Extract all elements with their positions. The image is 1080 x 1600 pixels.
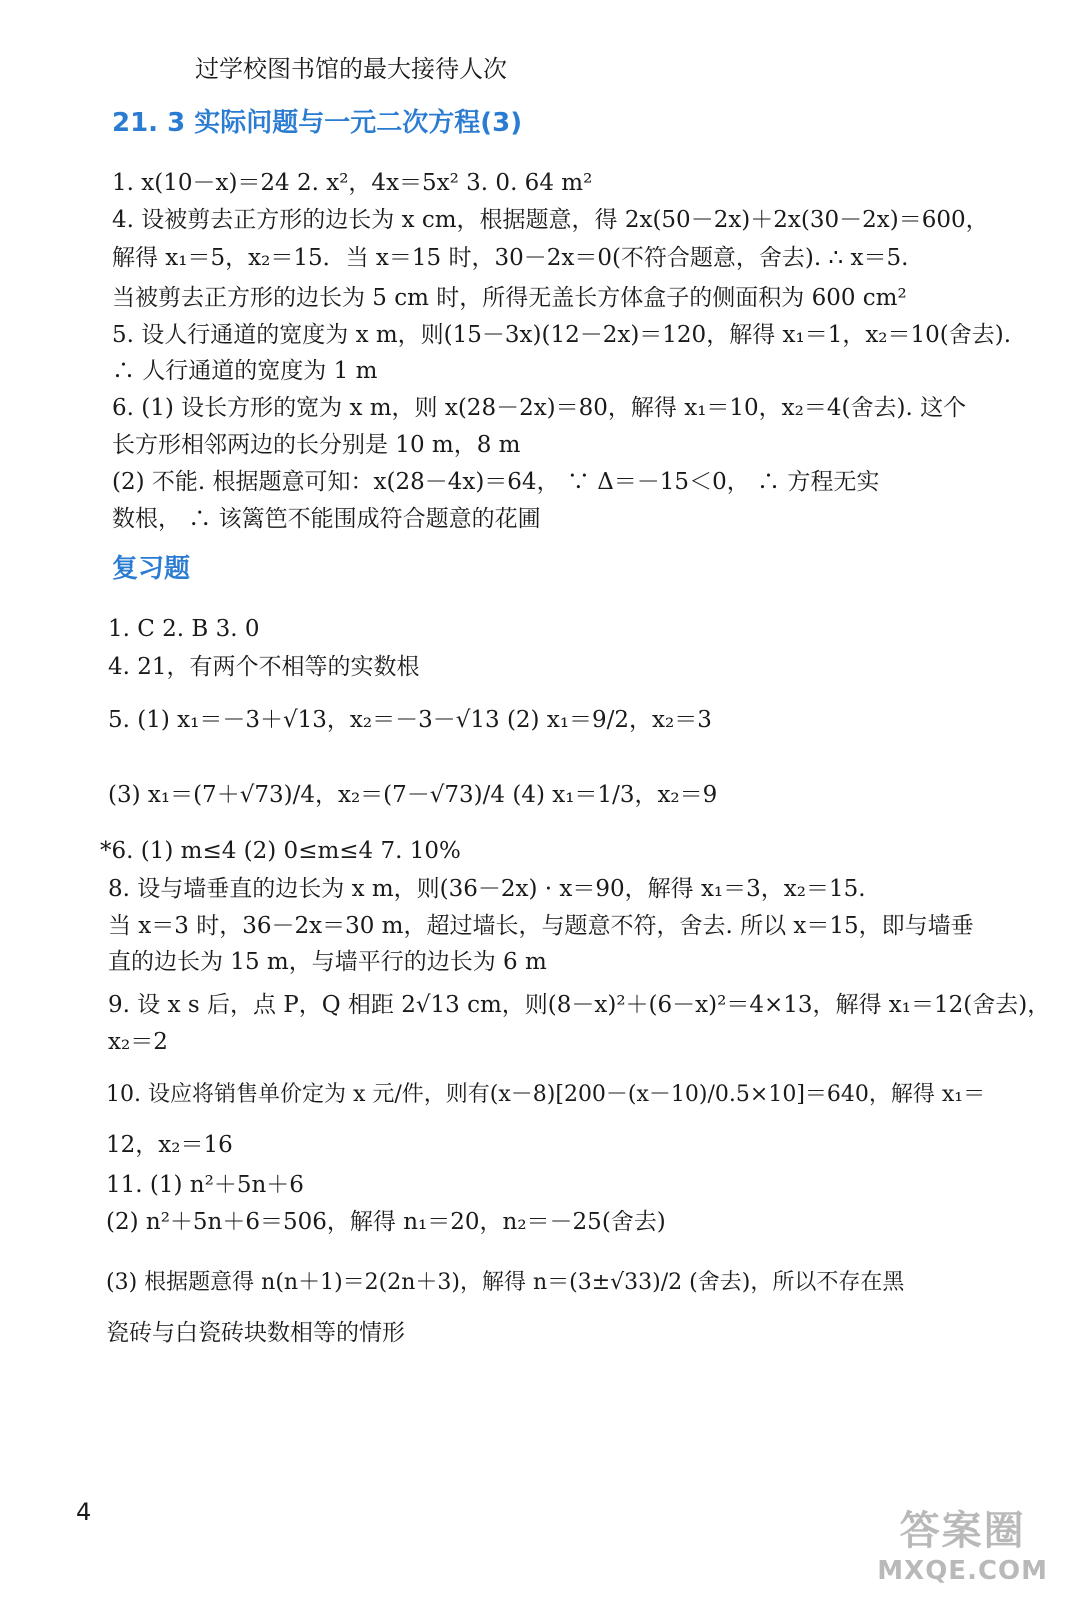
answer-line: 数根， ∴ 该篱笆不能围成符合题意的花圃 bbox=[112, 506, 541, 532]
answer-line: 4. 设被剪去正方形的边长为 x cm，根据题意，得 2x(50－2x)＋2x(30－2x)＝600， bbox=[112, 207, 989, 233]
answer-line: (3) x₁＝(7＋√73)/4，x₂＝(7－√73)/4 (4) x₁＝1/3，x₂＝9 bbox=[108, 782, 718, 808]
answer-line: 1. C 2. B 3. 0 bbox=[108, 616, 260, 642]
answer-line: 当 x＝3 时，36－2x＝30 m，超过墙长，与题意不符，舍去. 所以 x＝15，即与墙垂 bbox=[108, 913, 974, 939]
answer-line: 直的边长为 15 m，与墙平行的边长为 6 m bbox=[108, 949, 547, 975]
page-number: 4 bbox=[76, 1498, 92, 1526]
answer-line: ∴ 人行通道的宽度为 1 m bbox=[112, 358, 378, 384]
answer-line: 11. (1) n²＋5n＋6 bbox=[106, 1172, 304, 1198]
answer-line: (3) 根据题意得 n(n＋1)＝2(2n＋3)，解得 n＝(3±√33)/2 (舍去)，所以不存在黑 bbox=[106, 1270, 905, 1295]
watermark bbox=[877, 1499, 1048, 1586]
watermark-url: MXQE.COM bbox=[877, 1556, 1048, 1586]
answer-line: 10. 设应将销售单价定为 x 元/件，则有(x－8)[200－(x－10)/0.5×10]＝640，解得 x₁＝ bbox=[106, 1082, 986, 1107]
answer-line: 5. 设人行通道的宽度为 x m，则(15－3x)(12－2x)＝120，解得 x₁＝1，x₂＝10(舍去). bbox=[112, 322, 1012, 348]
answer-line: 1. x(10－x)＝24 2. x²，4x＝5x² 3. 0. 64 m² bbox=[112, 170, 593, 196]
answer-line: (2) n²＋5n＋6＝506，解得 n₁＝20，n₂＝－25(舍去) bbox=[106, 1209, 666, 1235]
answer-line: 解得 x₁＝5，x₂＝15．当 x＝15 时，30－2x＝0(不符合题意，舍去). ∴ x＝5. bbox=[112, 245, 909, 271]
intro-line: 过学校图书馆的最大接待人次 bbox=[195, 55, 507, 83]
watermark-logo: 答案圈 bbox=[899, 1508, 1026, 1554]
answer-line: 6. (1) 设长方形的宽为 x m，则 x(28－2x)＝80，解得 x₁＝10，x₂＝4(舍去). 这个 bbox=[112, 395, 967, 421]
section-heading-review: 复习题 bbox=[112, 554, 191, 584]
answer-line: 4. 21，有两个不相等的实数根 bbox=[108, 654, 420, 680]
answer-line: 8. 设与墙垂直的边长为 x m，则(36－2x) · x＝90，解得 x₁＝3，x₂＝15. bbox=[108, 876, 866, 902]
answer-line: 5. (1) x₁＝－3＋√13，x₂＝－3－√13 (2) x₁＝9/2，x₂＝3 bbox=[108, 707, 712, 733]
answer-line: 当被剪去正方形的边长为 5 cm 时，所得无盖长方体盒子的侧面积为 600 cm² bbox=[112, 285, 907, 311]
answer-line: 12，x₂＝16 bbox=[106, 1132, 233, 1158]
answer-line: *6. (1) m≤4 (2) 0≤m≤4 7. 10% bbox=[100, 838, 461, 864]
answer-line: 瓷砖与白瓷砖块数相等的情形 bbox=[106, 1320, 405, 1346]
answer-line: x₂＝2 bbox=[108, 1029, 168, 1055]
section-heading-21-3: 21. 3 实际问题与一元二次方程(3) bbox=[112, 108, 523, 138]
answer-line: 9. 设 x s 后，点 P，Q 相距 2√13 cm，则(8－x)²＋(6－x)²＝4×13，解得 x₁＝12(舍去)， bbox=[108, 992, 1051, 1018]
answer-line: 长方形相邻两边的长分别是 10 m，8 m bbox=[112, 432, 521, 458]
answer-line: (2) 不能. 根据题意可知：x(28－4x)＝64， ∵ Δ＝－15＜0， ∴ 方程无实 bbox=[112, 469, 880, 495]
